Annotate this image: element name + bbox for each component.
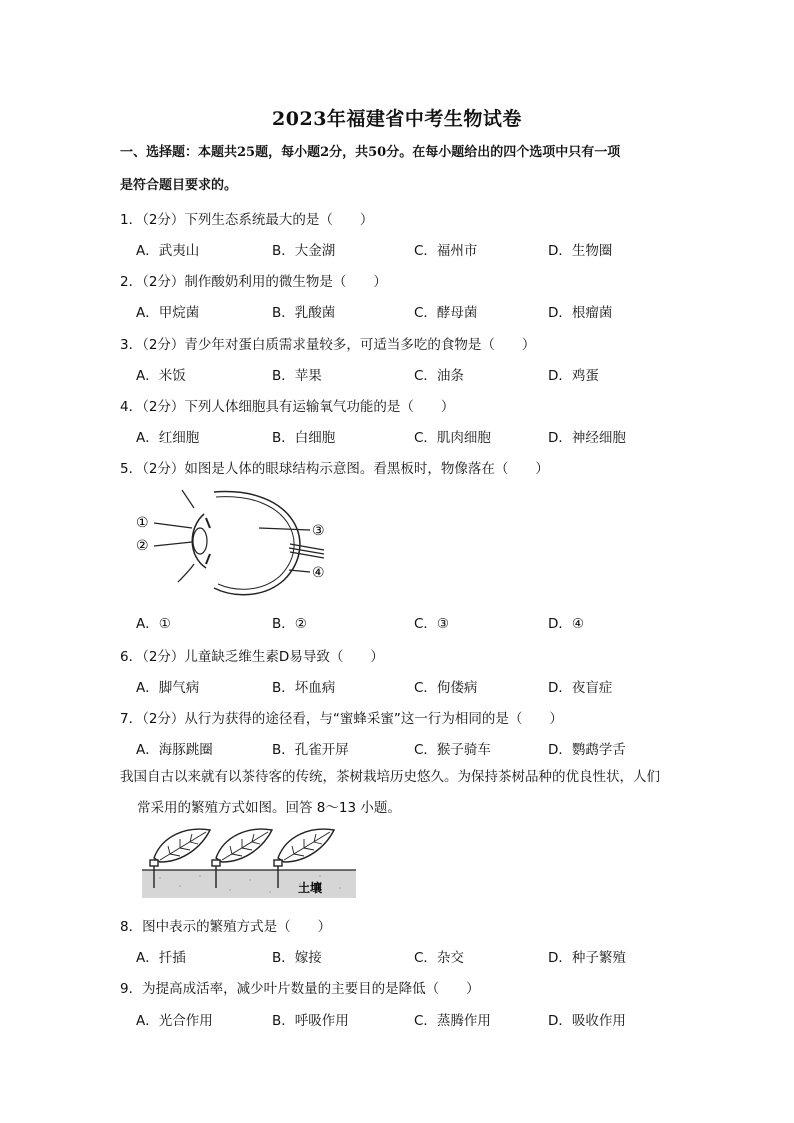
soil-band	[142, 870, 356, 898]
q2-option-c[interactable]: C．酵母菌	[414, 305, 478, 321]
eye-label-3: ③	[312, 523, 325, 539]
eye-label-2: ②	[136, 538, 149, 554]
cornea	[192, 514, 206, 568]
eye-label-1: ①	[136, 515, 149, 531]
section-heading	[120, 136, 680, 202]
q3-option-b[interactable]: B．苹果	[272, 368, 322, 384]
q9-option-c[interactable]: C．蒸腾作用	[414, 1013, 491, 1029]
q4-option-b[interactable]: B．白细胞	[272, 430, 336, 446]
q3-option-c[interactable]: C．油条	[414, 368, 464, 384]
choroid-outline	[216, 497, 294, 590]
q9-option-b[interactable]: B．呼吸作用	[272, 1013, 349, 1029]
section-heading-line1: 一、选择题：本题共25题，每小题2分，共50分。在每小题给出的四个选项中只有一项	[120, 145, 621, 160]
q3-option-a[interactable]: A．米饭	[136, 368, 186, 384]
q8-option-b[interactable]: B．嫁接	[272, 950, 322, 966]
page-title: 2023年福建省中考生物试卷	[272, 108, 522, 130]
leader-2	[154, 542, 192, 546]
question-7: 7．（2分）从行为获得的途径看，与“蜜蜂采蜜”这一行为相同的是（ ）	[120, 711, 563, 727]
q7-option-a[interactable]: A．海豚跳圈	[136, 742, 213, 758]
intro-passage	[120, 762, 695, 824]
question-1: 1．（2分）下列生态系统最大的是（ ）	[120, 212, 374, 228]
soil-label: 土壤	[298, 881, 323, 895]
q7-option-c[interactable]: C．猴子骑车	[414, 742, 491, 758]
q1-option-b[interactable]: B．大金湖	[272, 243, 336, 259]
q5-option-d[interactable]: D．④	[548, 616, 584, 632]
q4-option-a[interactable]: A．红细胞	[136, 430, 200, 446]
question-5: 5．（2分）如图是人体的眼球结构示意图。看黑板时，物像落在（ ）	[120, 461, 549, 477]
q1-option-d[interactable]: D．生物圈	[548, 243, 613, 259]
question-3: 3．（2分）青少年对蛋白质需求量较多，可适当多吃的食物是（ ）	[120, 337, 536, 353]
eye-structure-diagram	[134, 484, 334, 600]
q2-option-d[interactable]: D．根瘤菌	[548, 305, 613, 321]
section-heading-line2: 是符合题目要求的。	[120, 178, 238, 193]
q8-option-c[interactable]: C．杂交	[414, 950, 464, 966]
q2-option-a[interactable]: A．甲烷菌	[136, 305, 200, 321]
q5-option-b[interactable]: B．②	[272, 616, 307, 632]
leader-3	[259, 528, 310, 530]
intro-line-1: 我国自古以来就有以茶待客的传统，茶树栽培历史悠久。为保持茶树品种的优良性状，人们	[120, 769, 660, 785]
cutting-propagation-diagram	[140, 826, 360, 902]
q7-option-b[interactable]: B．孔雀开屏	[272, 742, 349, 758]
q5-option-a[interactable]: A．①	[136, 616, 171, 632]
q4-option-d[interactable]: D．神经细胞	[548, 430, 626, 446]
q6-option-b[interactable]: B．坏血病	[272, 680, 336, 696]
q8-option-d[interactable]: D．种子繁殖	[548, 950, 626, 966]
q1-option-a[interactable]: A．武夷山	[136, 243, 200, 259]
q2-option-b[interactable]: B．乳酸菌	[272, 305, 336, 321]
eye-label-4: ④	[312, 565, 325, 581]
eyelid-upper	[182, 490, 194, 508]
question-8: 8．图中表示的繁殖方式是（ ）	[120, 919, 332, 935]
question-4: 4．（2分）下列人体细胞具有运输氧气功能的是（ ）	[120, 399, 455, 415]
q6-option-a[interactable]: A．脚气病	[136, 680, 200, 696]
intro-line-2: 常采用的繁殖方式如图。回答 8～13 小题。	[137, 800, 401, 816]
question-2: 2．（2分）制作酸奶利用的微生物是（ ）	[120, 274, 387, 290]
q3-option-d[interactable]: D．鸡蛋	[548, 368, 599, 384]
lens	[193, 528, 207, 554]
q9-option-a[interactable]: A．光合作用	[136, 1013, 213, 1029]
q9-option-d[interactable]: D．吸收作用	[548, 1013, 626, 1029]
leader-1	[154, 523, 192, 528]
q5-option-c[interactable]: C．③	[414, 616, 450, 632]
eyelid-lower	[178, 564, 194, 582]
q1-option-c[interactable]: C．福州市	[414, 243, 478, 259]
q7-option-d[interactable]: D．鹦鹉学舌	[548, 742, 626, 758]
q6-option-c[interactable]: C．佝偻病	[414, 680, 478, 696]
q6-option-d[interactable]: D．夜盲症	[548, 680, 613, 696]
q8-option-a[interactable]: A．扦插	[136, 950, 186, 966]
question-9: 9．为提高成活率，减少叶片数量的主要目的是降低（ ）	[120, 981, 480, 997]
sclera-outline	[214, 492, 300, 595]
question-6: 6．（2分）儿童缺乏维生素D易导致（ ）	[120, 649, 384, 665]
q4-option-c[interactable]: C．肌肉细胞	[414, 430, 491, 446]
